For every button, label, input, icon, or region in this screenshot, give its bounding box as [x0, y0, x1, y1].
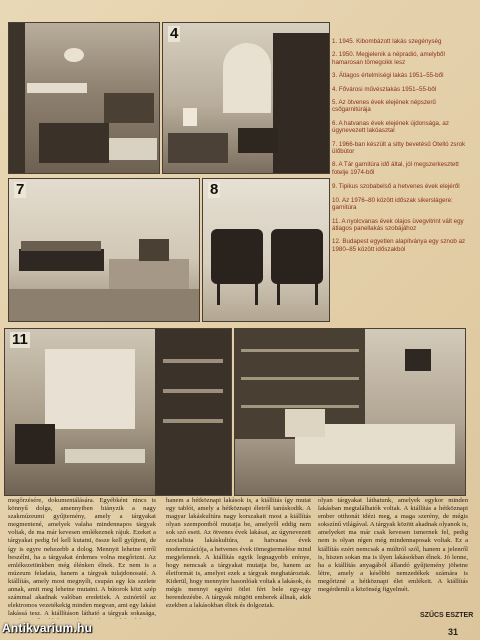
- photo-8: [202, 178, 330, 322]
- caption-3: 3. Átlagos értelmiségi lakás 1951–55-ből: [332, 72, 444, 80]
- caption-5: 5. Az ötvenes évek elejének népszerű csőgarnitúrája: [332, 99, 436, 114]
- caption-4: 4. Fővárosi művészlakás 1951–55-ből: [332, 85, 437, 93]
- photo-11: [4, 328, 232, 496]
- caption-10: 10. Az 1976–80 között időszak sikerslágere: garnitúra: [332, 196, 453, 212]
- watermark: Antikvarium.hu: [2, 621, 93, 635]
- caption-7: 7. 1966-ban készült a sitty bevetésű Otelló zsrok ülőbútor: [332, 140, 466, 156]
- photo-7: [8, 178, 200, 322]
- caption-12: 12. Budapest egyetlen alapítványa egy sznob az 1980–85 között időszakból: [332, 238, 466, 253]
- body-column-3: olyan tárgyakat láthatunk, amelyek egykor minden lakásban megtalálhatók voltak. A kiállítás a hétköznapi ember otthonát idézi meg, a maga szerény, de mégis sokszínű világával. A tárgyak között akadnak olyanok is, amelyeket ma már csak kevesen ismernek fel, pedig nem is olyan régen még mindennaposak voltak. Ez a kiállítás ezért nemcsak a múltról szól, hanem a jelenről is, hiszen sokan ma is ilyen lakásokban élnek. Jó lenne, ha a kiállítás anyagából állandó gyűjtemény jöhetne létre, amely a későbbi nemzedékek számára is megőrizné a hétköznapi élet emlékeit. A kiállítás megérdemli a közönség figyelmét.: [318, 497, 468, 594]
- body-column-1: megőrzésére, dokumentálására. Egyébként nincs is könnyű dolga, amennyiben hiányzik a nagy szakmúzeumi gyűjtemény, amely a tárgyakat megmentené, amelyek valaha mindennapos tárgyak voltak, de ma már kevesen emlékeznek rájuk. Ezeket a tárgyakat pedig fel kell kutatni, össze kell gyűjteni, de így is egyre nehezebb a dolog. Mennyit lehetne erről beszélni, ha a tárgyakat érdemes volna megőrizni. Az emlékezetünkben még élénken élnek. Ez nem is a múzeum feladata, hanem a tárgyak tulajdonosaié. A kiállítás, amely most megnyílt, csupán egy kis szelete annak, amit meg lehetne mutatni. A bútorok közt szép számmal akadnak valóban eredetiek. A zsinórtól az elektromos vezetékekig minden megvan, ami egy lakást lakássá tesz. A kiállításon látható a tárgyak sokasága,: [8, 497, 156, 618]
- photo-7-number: 7: [16, 181, 25, 198]
- photo-4: [162, 22, 330, 174]
- body-column-2: hanem a hétköznapi lakások is, a kiállítás így mutat egy tablót, amely a hétköznapi életről tanúskodik. A magyar lakáskultúra nagy korszakait most a kiállítás olyan szempontból mutatja be, amelyről eddig nem sok szó esett. Az ötvenes évek lakásai, az úgynevezett szocialista lakáskultúra, a hatvanas évek modernizációja, a hetvenes évek tömegtermelése mind megjelennek. A kiállítás egyik legnagyobb erénye, hogy nemcsak a tárgyakat mutatja be, hanem az életformát is, amelyet ezek a tárgyak meghatároztak. Kiderül, hogy mennyire hasonlóak voltak a lakások, és mégis mennyi egyéni ötlet fért bele egy-egy berendezésbe. A tárgyak mögött emberek állnak, akik ezekben a lakásokban éltek és dolgoztak.: [166, 497, 311, 610]
- author-name: SZŰCS ESZTER: [420, 612, 474, 619]
- photo-12: [234, 328, 466, 496]
- caption-1: 1. 1945. Kibombázott lakás szegénység: [332, 38, 442, 45]
- caption-2: 2. 1950. Megjelenik a népradió, amelyből hamarosan tömegcikk lesz: [332, 51, 445, 66]
- photo-4-number: 4: [170, 25, 179, 42]
- photo-8-number: 8: [210, 181, 219, 198]
- page-number: 31: [448, 627, 459, 637]
- photo-captions: [332, 38, 474, 259]
- photo-1: [8, 22, 160, 174]
- caption-6: 6. A hatvanas évek elejének újdonsága, az úgynevezett lakóasztal: [332, 119, 449, 135]
- caption-8: 8. A Tár garnitúra idő által, jól megszerkesztett fotelje 1974-ből: [332, 161, 459, 176]
- caption-11: 11. A nyolcvanas évek olajos üvegvitrint vált egy átlagos panellakás szobájához: [332, 217, 464, 232]
- caption-9: 9. Tipikus szobabelső a hetvenes évek elejéről: [332, 183, 460, 191]
- photo-11-number: 11: [12, 331, 28, 348]
